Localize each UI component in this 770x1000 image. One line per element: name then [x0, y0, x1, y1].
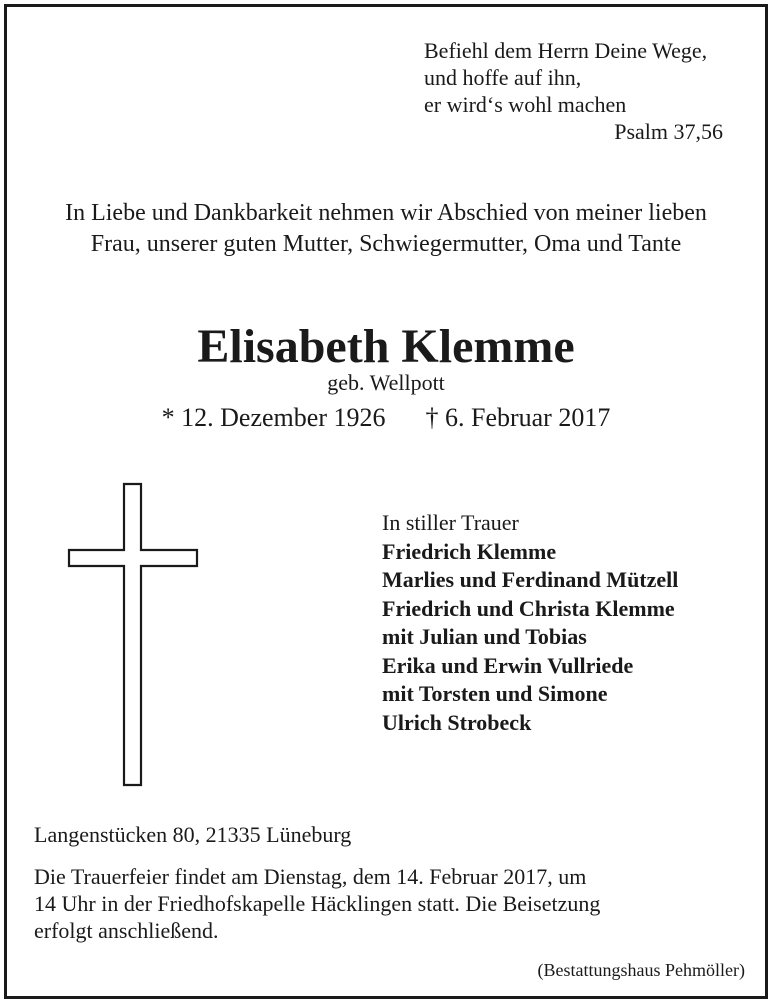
- mourner-name: Marlies und Ferdinand Mützell: [382, 567, 679, 592]
- verse-line: und hoffe auf ihn,: [424, 65, 582, 90]
- ceremony-line: 14 Uhr in der Friedhofskapelle Häcklingen statt. Die Beisetzung: [34, 891, 601, 916]
- birth-date: * 12. Dezember 1926: [161, 403, 386, 432]
- obituary-notice: [4, 4, 768, 999]
- verse-line: Befiehl dem Herrn Deine Wege,: [424, 38, 708, 63]
- verse-line: er wird‘s wohl machen: [424, 92, 627, 117]
- ceremony-info: [34, 863, 746, 944]
- family-address: Langenstücken 80, 21335 Lüneburg: [34, 822, 352, 847]
- life-dates: [7, 402, 765, 434]
- farewell-line: In Liebe und Dankbarkeit nehmen wir Abschied von meiner lieben: [65, 200, 707, 226]
- mourner-name: mit Julian und Tobias: [382, 624, 587, 649]
- mourner-name: Erika und Erwin Vullriede: [382, 652, 634, 678]
- ceremony-line: erfolgt anschließend.: [34, 918, 219, 943]
- verse-reference: Psalm 37,56: [614, 119, 723, 144]
- ceremony-line: Die Trauerfeier findet am Dienstag, dem 14. Februar 2017, um: [34, 864, 587, 889]
- mourners-heading: In stiller Trauer: [382, 510, 519, 535]
- mourners-list: [382, 509, 678, 737]
- farewell-line: Frau, unserer guten Mutter, Schwiegermutter, Oma und Tante: [90, 231, 682, 257]
- farewell-text: [7, 198, 765, 260]
- death-date: † 6. Februar 2017: [425, 403, 611, 432]
- mourner-name: Ulrich Strobeck: [382, 709, 532, 735]
- mourner-name: mit Torsten und Simone: [382, 681, 608, 706]
- maiden-name: geb. Wellpott: [327, 370, 445, 395]
- mourner-name: Friedrich und Christa Klemme: [382, 595, 675, 621]
- funeral-home: (Bestattungshaus Pehmöller): [537, 960, 745, 980]
- mourner-name: Friedrich Klemme: [382, 538, 557, 564]
- deceased-name: Elisabeth Klemme: [197, 320, 575, 373]
- latin-cross-icon: [67, 482, 199, 788]
- bible-verse: [424, 37, 723, 145]
